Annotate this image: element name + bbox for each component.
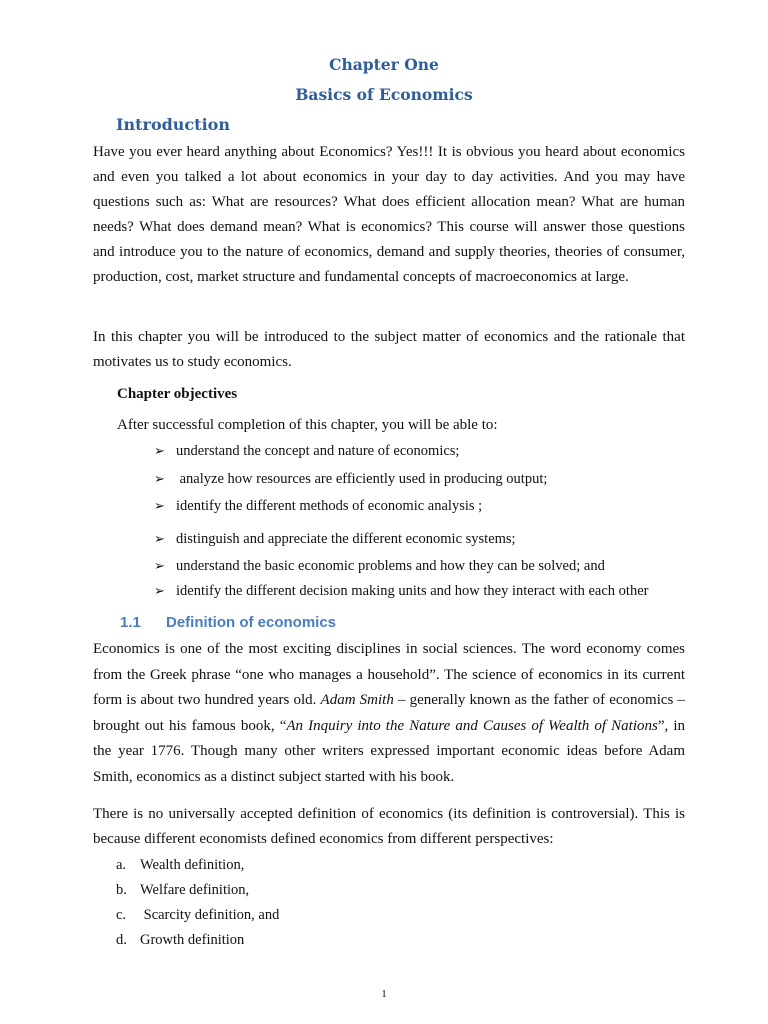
- book-title: An Inquiry into the Nature and Causes of Wealth of Nations: [286, 717, 658, 734]
- arrow-bullet-icon: ➢: [154, 471, 165, 486]
- adam-smith-name: Adam Smith: [320, 692, 394, 708]
- definition-list-item: [116, 857, 244, 874]
- section-number: 1.1: [120, 614, 141, 631]
- list-text: Welfare definition,: [140, 882, 250, 898]
- objective-item: [154, 498, 482, 515]
- objective-item: [154, 558, 605, 575]
- objective-text: understand the basic economic problems and how they can be solved; and: [176, 558, 605, 574]
- definition-list-item: [116, 907, 279, 924]
- list-label: c.: [116, 907, 127, 923]
- section-title: Definition of economics: [166, 614, 337, 631]
- definition-text: – generally known as the father of economics – brought out his famous book, “: [93, 692, 685, 734]
- chapter-subtitle: Basics of Economics: [295, 85, 473, 104]
- chapter-title: Chapter One: [329, 55, 439, 74]
- objective-text: identify the different decision making units and how they interact with each other: [176, 583, 649, 599]
- objective-text: analyze how resources are efficiently used in producing output;: [176, 471, 548, 487]
- objective-item: [154, 443, 459, 460]
- introduction-paragraph-2: In this chapter you will be introduced to the subject matter of economics and the rationale that motivates us to study economics.: [93, 329, 685, 370]
- list-label: a.: [116, 857, 127, 873]
- objective-text: understand the concept and nature of economics;: [176, 443, 460, 459]
- objective-text: identify the different methods of economic analysis ;: [176, 498, 483, 514]
- objectives-lead: After successful completion of this chapter, you will be able to:: [117, 417, 498, 433]
- objective-item: [154, 531, 516, 548]
- introduction-paragraph-1: Have you ever heard anything about Economics? Yes!!! It is obvious you heard about economics and even you talked a lot about economics in your day to day activities. And you may have questions such as: What are resources? What does efficient allocation mean? What are human needs? What does demand mean? What is economics? This course will answer those questions and introduce you to the nature of economics, demand and supply theories, theories of consumer, production, cost, market structure and fundamental concepts of macroeconomics at large.: [93, 144, 685, 285]
- list-label: d.: [116, 932, 127, 948]
- arrow-bullet-icon: ➢: [154, 583, 165, 598]
- objective-item: [154, 471, 547, 488]
- list-text: Wealth definition,: [140, 857, 245, 873]
- definition-paragraph-2: There is no universally accepted definition of economics (its definition is controversial). This is because different economists defined economics from different perspectives:: [93, 806, 685, 847]
- list-text: Growth definition: [140, 932, 245, 948]
- objective-text: distinguish and appreciate the different economic systems;: [176, 531, 516, 547]
- list-text: Scarcity definition, and: [140, 907, 280, 923]
- list-label: b.: [116, 882, 127, 898]
- arrow-bullet-icon: ➢: [154, 498, 165, 513]
- definition-text: ”, in the year 1776. Though many other writers expressed important economic ideas before Adam Smith, economics as a distinct subject started with his book.: [93, 717, 685, 785]
- definition-list-item: [116, 882, 249, 899]
- definition-text: Economics is one of the most exciting disciplines in social sciences. The word economy comes from the Greek phrase “one who manages a household”. The science of economics in its current form is about two hundred years old.: [93, 641, 685, 708]
- arrow-bullet-icon: ➢: [154, 558, 165, 573]
- objectives-heading: Chapter objectives: [117, 386, 238, 402]
- objective-item: [154, 583, 648, 600]
- definition-list-item: [116, 932, 244, 949]
- arrow-bullet-icon: ➢: [154, 531, 165, 546]
- arrow-bullet-icon: ➢: [154, 443, 165, 458]
- introduction-heading: Introduction: [116, 115, 230, 134]
- definition-paragraph-1: [93, 637, 685, 790]
- page-number: 1: [381, 988, 387, 1000]
